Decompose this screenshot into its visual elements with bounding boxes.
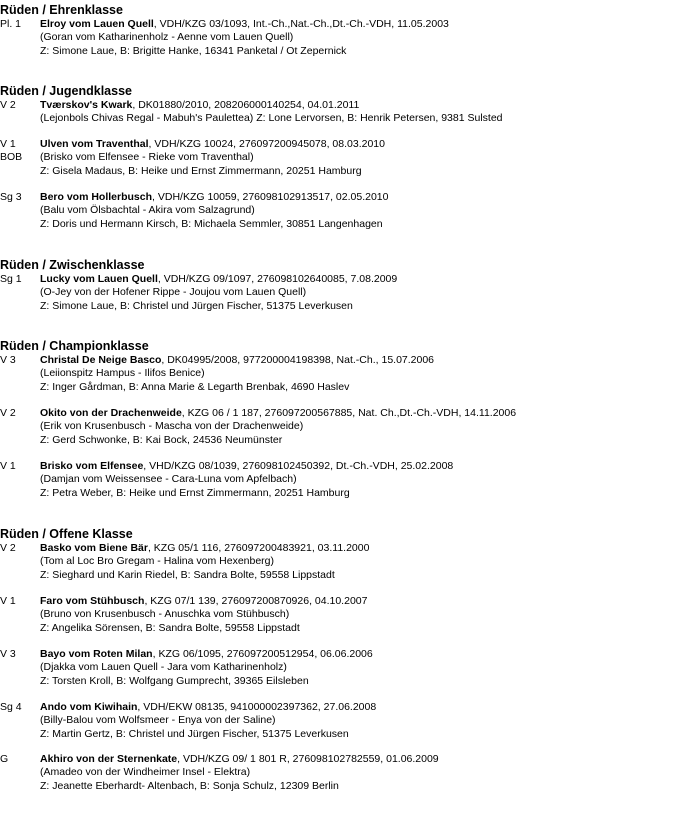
breeder-owner: Z: Simone Laue, B: Christel und Jürgen Fischer, 51375 Leverkusen — [40, 299, 353, 312]
section-title: Rüden / Ehrenklasse — [0, 3, 123, 17]
parents: (Amadeo von der Windheimer Insel - Elektra) — [40, 766, 251, 779]
grade: V 2 — [0, 407, 16, 419]
grade: Sg 1 — [0, 273, 22, 285]
parents: (Billy-Balou vom Wolfsmeer - Enya von der Saline) — [40, 714, 276, 727]
dog-name: Lucky vom Lauen Quell — [40, 273, 158, 285]
section-title: Rüden / Zwischenklasse — [0, 258, 145, 272]
parents: (Leiionspitz Hampus - Ilifos Benice) — [40, 367, 205, 380]
section-title: Rüden / Jugendklasse — [0, 84, 132, 98]
section-title: Rüden / Offene Klasse — [0, 527, 133, 541]
dog-name: Ulven vom Traventhal — [40, 138, 149, 150]
section-title: Rüden / Championklasse — [0, 339, 149, 353]
parents: (Damjan vom Weissensee - Cara-Luna vom Apfelbach) — [40, 473, 297, 486]
dog-name: Akhiro von der Sternenkate — [40, 753, 178, 765]
parents: (Balu vom Ölsbachtal - Akira vom Salzagrund) — [40, 204, 255, 217]
dog-details: , KZG 07/1 139, 276097200870926, 04.10.2007 — [144, 595, 368, 607]
grade: V 3 — [0, 648, 16, 660]
breeder-owner: Z: Martin Gertz, B: Christel und Jürgen Fischer, 51375 Leverkusen — [40, 727, 349, 740]
dog-details: , VHD/KZG 08/1039, 276098102450392, Dt.-Ch.-VDH, 25.02.2008 — [143, 460, 454, 472]
parents: (Brisko vom Elfensee - Rieke vom Traventhal) — [40, 151, 254, 164]
dog-name: Ando vom Kiwihain — [40, 701, 138, 713]
grade: G — [0, 753, 9, 765]
dog-details: , VDH/KZG 10024, 276097200945078, 08.03.2010 — [148, 138, 385, 150]
grade: Sg 3 — [0, 191, 22, 203]
dog-details: , KZG 06 / 1 187, 276097200567885, Nat. Ch.,Dt.-Ch.-VDH, 14.11.2006 — [181, 407, 517, 419]
grade: V 2 — [0, 99, 16, 111]
breeder-owner: Z: Doris und Hermann Kirsch, B: Michaela Semmler, 30851 Langenhagen — [40, 217, 383, 230]
dog-name: Elroy vom Lauen Quell — [40, 18, 154, 30]
dog-details: , DK01880/2010, 208206000140254, 04.01.2011 — [132, 99, 360, 111]
parents: (Erik von Krusenbusch - Mascha von der Drachenweide) — [40, 420, 304, 433]
breeder-owner: Z: Torsten Kroll, B: Wolfgang Gumprecht, 39365 Eilsleben — [40, 674, 309, 687]
grade: Pl. 1 — [0, 18, 22, 30]
dog-name: Basko vom Biene Bär — [40, 542, 148, 554]
parents: (Tom al Loc Bro Gregam - Halina vom Hexenberg) — [40, 555, 275, 568]
dog-name: Brisko vom Elfensee — [40, 460, 144, 472]
dog-details: , VDH/EKW 08135, 941000002397362, 27.06.2008 — [137, 701, 377, 713]
parents: (O-Jey von der Hofener Rippe - Joujou vom Lauen Quell) — [40, 286, 307, 299]
award-badge: BOB — [0, 151, 23, 164]
parents: (Djakka vom Lauen Quell - Jara vom Katharinenholz) — [40, 661, 287, 674]
breeder-owner: Z: Petra Weber, B: Heike und Ernst Zimmermann, 20251 Hamburg — [40, 486, 350, 499]
breeder-owner: Z: Simone Laue, B: Brigitte Hanke, 16341 Panketal / Ot Zepernick — [40, 44, 347, 57]
breeder-owner: Z: Jeanette Eberhardt- Altenbach, B: Sonja Schulz, 12309 Berlin — [40, 779, 339, 792]
dog-name: Okito von der Drachenweide — [40, 407, 182, 419]
dog-name: Tværskov's Kwark — [40, 99, 133, 111]
dog-name: Bayo vom Roten Milan — [40, 648, 153, 660]
grade: V 1 — [0, 595, 16, 607]
parents: (Bruno von Krusenbusch - Anuschka vom Stühbusch) — [40, 608, 290, 621]
parents: (Goran vom Katharinenholz - Aenne vom Lauen Quell) — [40, 31, 294, 44]
dog-details: , VDH/KZG 09/ 1 801 R, 276098102782559, 01.06.2009 — [177, 753, 439, 765]
dog-name: Faro vom Stühbusch — [40, 595, 145, 607]
breeder-owner: Z: Angelika Sörensen, B: Sandra Bolte, 59558 Lippstadt — [40, 621, 300, 634]
breeder-owner: Z: Inger Gårdman, B: Anna Marie & Legarth Brenbak, 4690 Haslev — [40, 380, 350, 393]
grade: V 1 — [0, 138, 16, 150]
breeder-owner: Z: Gerd Schwonke, B: Kai Bock, 24536 Neumünster — [40, 433, 283, 446]
dog-details: , DK04995/2008, 977200004198398, Nat.-Ch., 15.07.2006 — [161, 354, 435, 366]
dog-details: , VDH/KZG 09/1097, 276098102640085, 7.08.2009 — [157, 273, 398, 285]
dog-name: Bero vom Hollerbusch — [40, 191, 153, 203]
parents: (Lejonbols Chivas Regal - Mabuh's Paulettea) Z: Lone Lervorsen, B: Henrik Petersen, 9381 Sulsted — [40, 112, 503, 125]
grade: Sg 4 — [0, 701, 22, 713]
dog-details: , KZG 06/1095, 276097200512954, 06.06.2006 — [152, 648, 373, 660]
breeder-owner: Z: Gisela Madaus, B: Heike und Ernst Zimmermann, 20251 Hamburg — [40, 164, 362, 177]
grade: V 2 — [0, 542, 16, 554]
dog-details: , VDH/KZG 03/1093, Int.-Ch.,Nat.-Ch.,Dt.-Ch.-VDH, 11.05.2003 — [153, 18, 449, 30]
grade: V 3 — [0, 354, 16, 366]
dog-name: Christal De Neige Basco — [40, 354, 162, 366]
grade: V 1 — [0, 460, 16, 472]
dog-details: , VDH/KZG 10059, 276098102913517, 02.05.2010 — [152, 191, 389, 203]
breeder-owner: Z: Sieghard und Karin Riedel, B: Sandra Bolte, 59558 Lippstadt — [40, 568, 335, 581]
dog-details: , KZG 05/1 116, 276097200483921, 03.11.2000 — [147, 542, 370, 554]
